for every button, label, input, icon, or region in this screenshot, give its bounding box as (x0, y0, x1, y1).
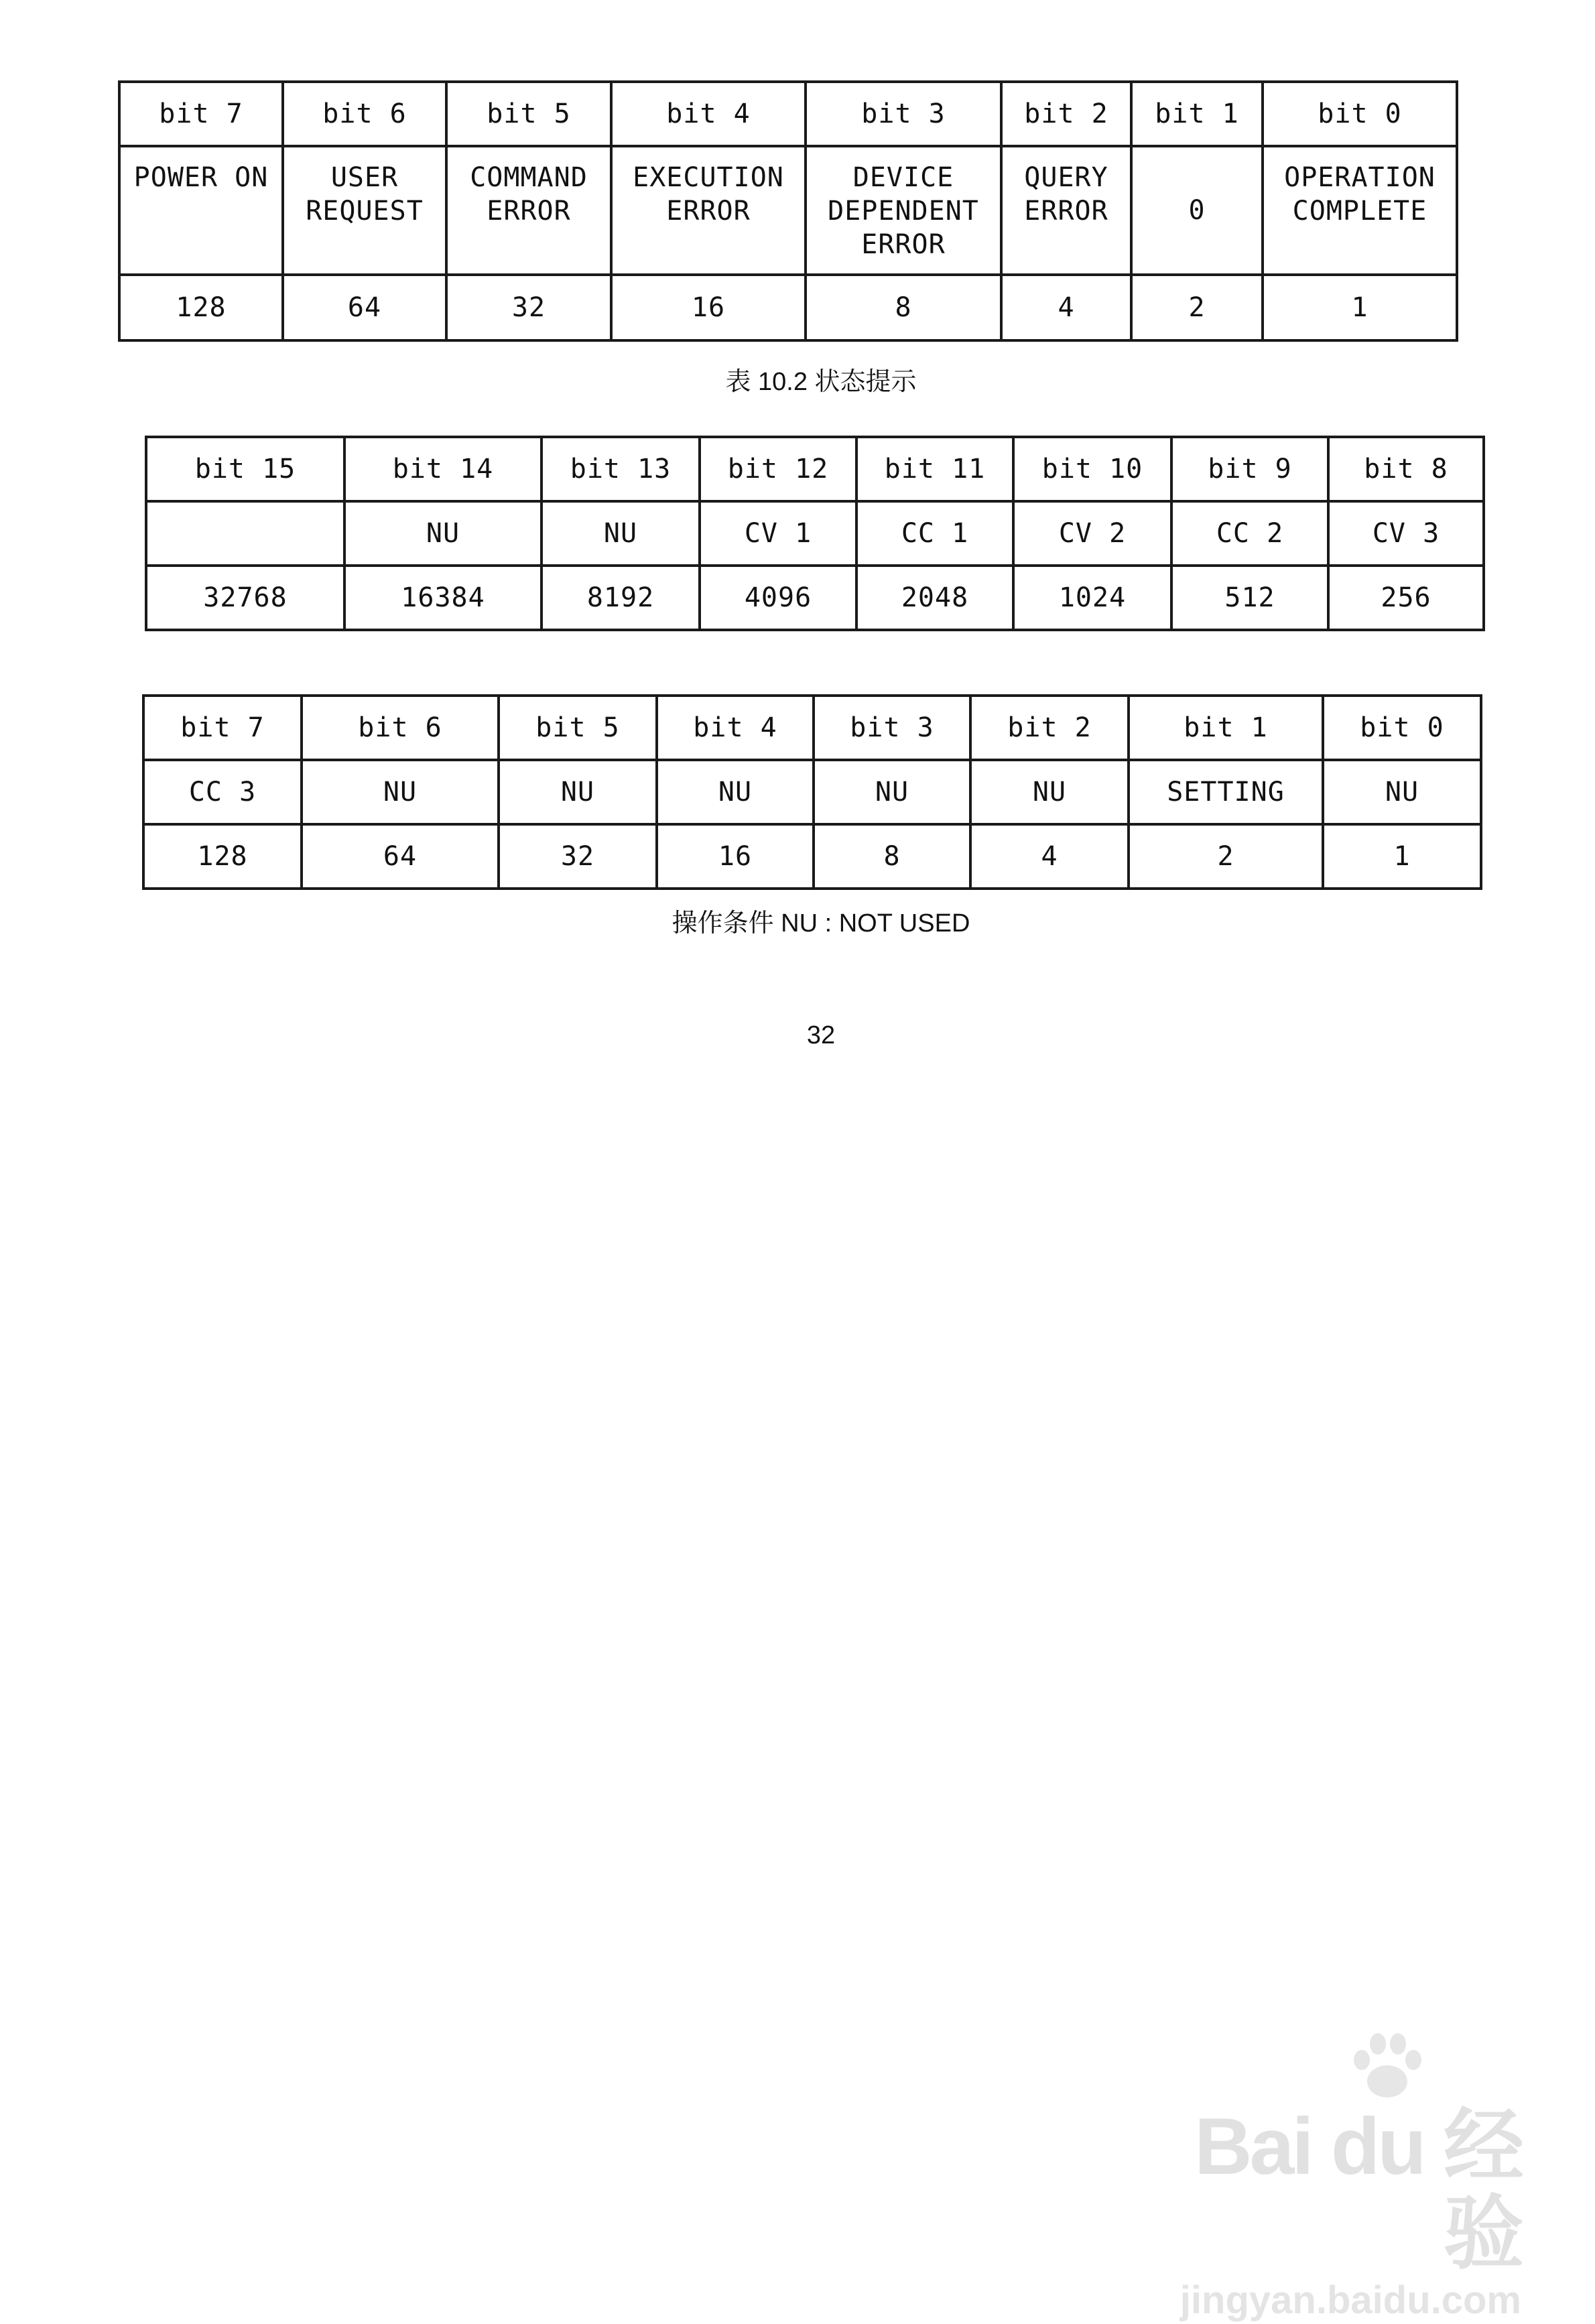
bit-header: bit 12 (700, 437, 856, 501)
bit-header: bit 7 (143, 696, 302, 760)
bit-header: bit 14 (344, 437, 541, 501)
bit-header: bit 3 (814, 696, 970, 760)
label-row (143, 760, 1481, 824)
bit-header: bit 1 (1131, 82, 1263, 146)
bit-label: NU (657, 760, 814, 824)
desc-line: 0 (1188, 195, 1206, 226)
bit-description (806, 146, 1001, 275)
desc-line: QUERY (1024, 162, 1108, 193)
bit-description (119, 146, 283, 275)
desc-line: ERROR (861, 229, 946, 260)
bit-label: NU (344, 501, 541, 566)
desc-line: REQUEST (306, 196, 424, 227)
bit-label: CV 2 (1013, 501, 1171, 566)
header-row (119, 82, 1457, 146)
bit-description (1263, 146, 1457, 275)
desc-line: POWER ON (133, 162, 269, 193)
bit-header: bit 15 (146, 437, 344, 501)
bit-header: bit 4 (657, 696, 814, 760)
bit-header: bit 5 (499, 696, 657, 760)
bit-label: SETTING (1129, 760, 1323, 824)
paw-icon (1347, 2029, 1427, 2103)
description-row (119, 146, 1457, 275)
operation-high-bits-table (145, 436, 1485, 631)
bit-value: 8192 (541, 566, 700, 630)
desc-line: COMMAND (470, 162, 588, 193)
bit-value: 32 (499, 824, 657, 889)
bit-value: 16384 (344, 566, 541, 630)
bit-header: bit 3 (806, 82, 1001, 146)
bit-header: bit 2 (970, 696, 1129, 760)
bit-value: 8 (814, 824, 970, 889)
page-number: 32 (806, 1021, 836, 1049)
bit-value: 64 (283, 275, 446, 340)
bit-header: bit 5 (446, 82, 611, 146)
header-row (143, 696, 1481, 760)
bit-label: NU (1323, 760, 1481, 824)
bit-label: NU (541, 501, 700, 566)
bit-value: 32 (446, 275, 611, 340)
bit-value: 1 (1263, 275, 1457, 340)
bit-header: bit 7 (119, 82, 283, 146)
operation-low-bits-table (142, 694, 1482, 890)
bit-label (146, 501, 344, 566)
bit-value: 4 (1001, 275, 1131, 340)
bit-value: 256 (1328, 566, 1484, 630)
bit-header: bit 8 (1328, 437, 1484, 501)
bit-value: 512 (1171, 566, 1328, 630)
bit-header: bit 9 (1171, 437, 1328, 501)
bit-label: CC 3 (143, 760, 302, 824)
bit-value: 2 (1131, 275, 1263, 340)
desc-line: ERROR (666, 196, 751, 227)
bit-header: bit 4 (611, 82, 806, 146)
desc-line: EXECUTION (633, 162, 784, 193)
bit-header: bit 11 (856, 437, 1013, 501)
bit-description (1131, 146, 1263, 275)
bit-value: 32768 (146, 566, 344, 630)
bit-label: NU (970, 760, 1129, 824)
bit-label: NU (302, 760, 499, 824)
operation-table-caption: 操作条件 NU : NOT USED (672, 909, 970, 938)
watermark-url: jingyan.baidu.com (1179, 2278, 1521, 2322)
header-row (146, 437, 1484, 501)
bit-header: bit 13 (541, 437, 700, 501)
bit-label: CC 2 (1171, 501, 1328, 566)
bit-description (446, 146, 611, 275)
bit-value: 2 (1129, 824, 1323, 889)
bit-description (283, 146, 446, 275)
desc-line: DEPENDENT (828, 196, 979, 227)
bit-label: CV 1 (700, 501, 856, 566)
bit-header: bit 0 (1323, 696, 1481, 760)
value-row (119, 275, 1457, 340)
desc-line: USER (330, 162, 399, 193)
bit-header: bit 6 (302, 696, 499, 760)
bit-value: 4 (970, 824, 1129, 889)
bit-value: 128 (119, 275, 283, 340)
bit-description (1001, 146, 1131, 275)
bit-header: bit 6 (283, 82, 446, 146)
bit-header: bit 2 (1001, 82, 1131, 146)
bit-value: 128 (143, 824, 302, 889)
bit-value: 1024 (1013, 566, 1171, 630)
bit-label: CV 3 (1328, 501, 1484, 566)
bit-value: 16 (611, 275, 806, 340)
status-bits-table (118, 80, 1458, 342)
bit-value: 16 (657, 824, 814, 889)
status-table-caption: 表 10.2 状态提示 (725, 368, 917, 396)
bit-value: 4096 (700, 566, 856, 630)
desc-line: DEVICE (852, 162, 954, 193)
bit-header: bit 10 (1013, 437, 1171, 501)
value-row (146, 566, 1484, 630)
bit-value: 64 (302, 824, 499, 889)
bit-description (611, 146, 806, 275)
value-row (143, 824, 1481, 889)
desc-line: COMPLETE (1292, 196, 1427, 227)
desc-line: OPERATION (1284, 162, 1436, 193)
bit-header: bit 0 (1263, 82, 1457, 146)
bit-label: NU (814, 760, 970, 824)
bit-label: CC 1 (856, 501, 1013, 566)
watermark-logo: Bai du 经验 (1194, 2102, 1521, 2278)
bit-label: NU (499, 760, 657, 824)
bit-value: 1 (1323, 824, 1481, 889)
bit-value: 8 (806, 275, 1001, 340)
desc-line: ERROR (487, 196, 571, 227)
baidu-watermark (1146, 2036, 1521, 2322)
label-row (146, 501, 1484, 566)
desc-line: ERROR (1024, 196, 1108, 227)
bit-header: bit 1 (1129, 696, 1323, 760)
bit-value: 2048 (856, 566, 1013, 630)
